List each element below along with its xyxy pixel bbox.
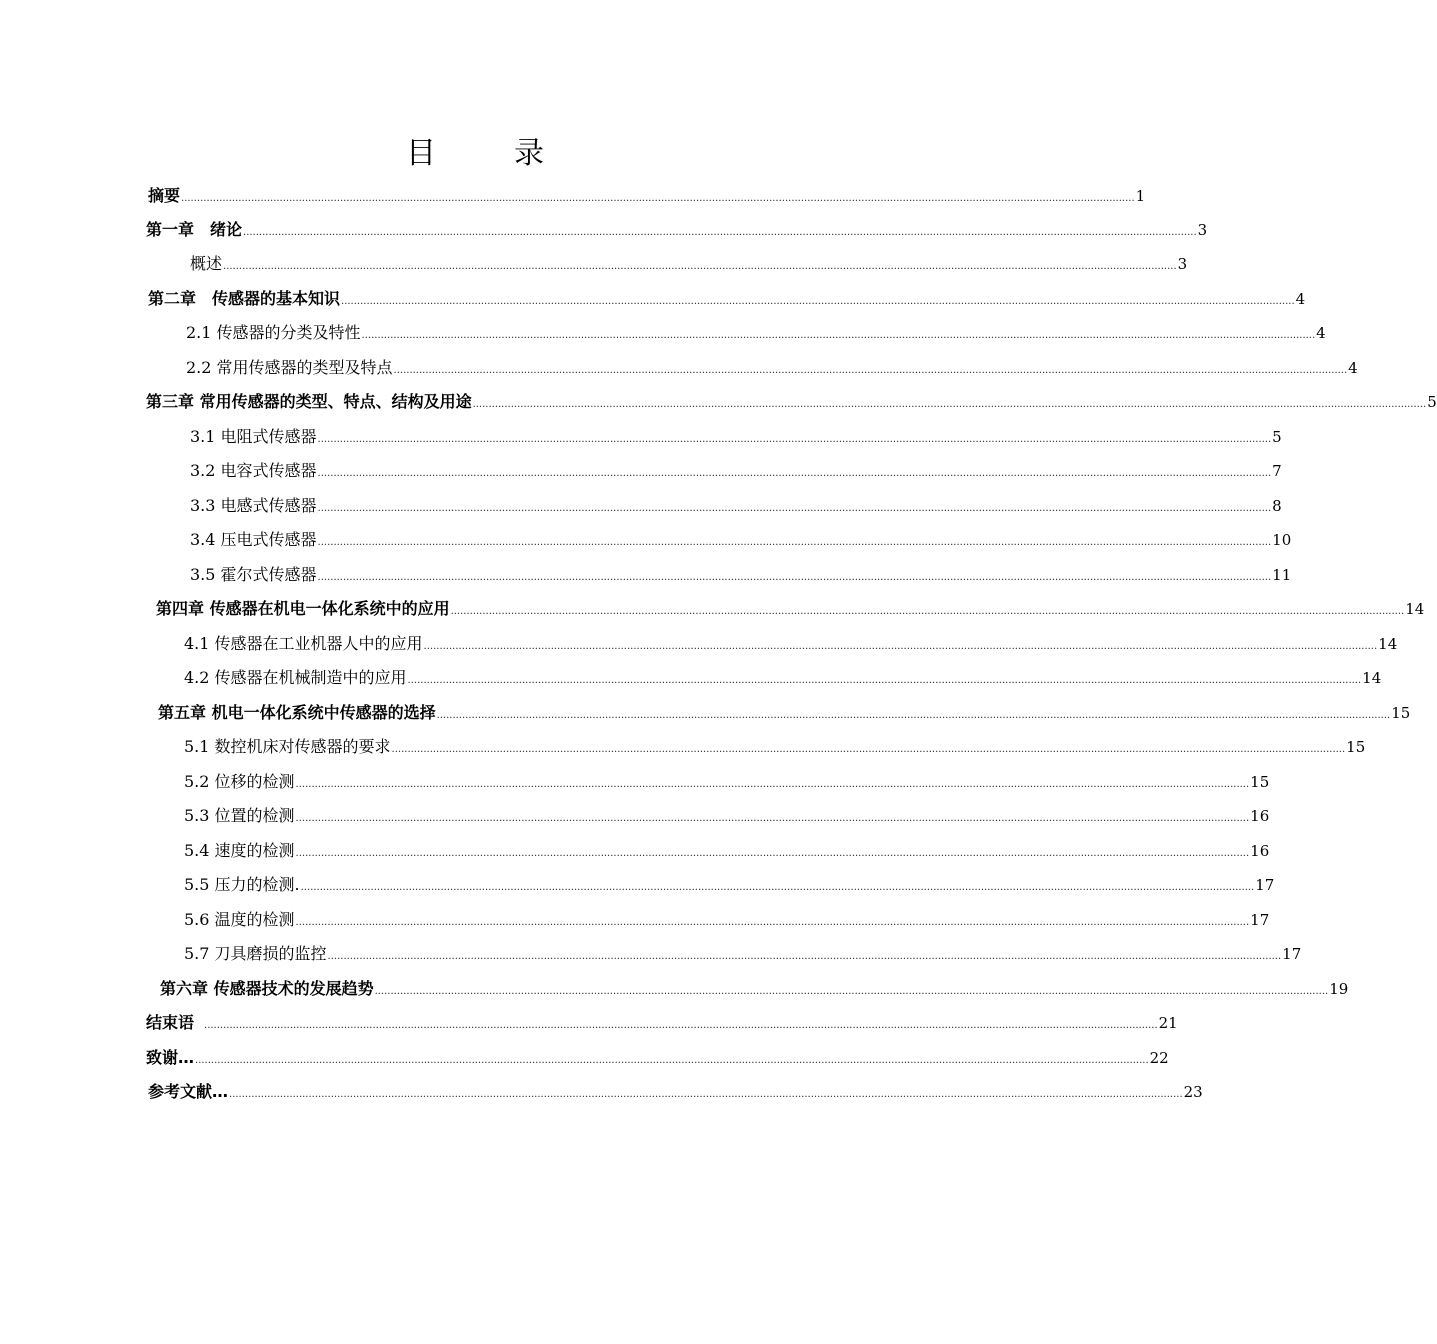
toc-entry-page: 3 <box>1197 221 1208 239</box>
toc-entry-chapter-1[interactable] <box>146 215 1208 245</box>
toc-entry-chapter-6[interactable] <box>160 974 1349 1004</box>
toc-entry-label: 3.5 霍尔式传感器 <box>190 565 317 584</box>
dot-leader: ............................................................................................................................................................................................................................................................................................................ <box>181 193 1135 204</box>
toc-entry-label: 参考文献… <box>148 1082 229 1101</box>
dot-leader: ............................................................................................................................................................................................................................................................................................................ <box>300 882 1255 893</box>
toc-entry-label: 5.7 刀具磨损的监控 <box>184 944 327 963</box>
toc-entry-page: 1 <box>1135 187 1146 205</box>
toc-entry-4-1[interactable] <box>184 629 1398 659</box>
toc-entry-page: 11 <box>1272 566 1292 584</box>
toc-entry-label: 3.3 电感式传感器 <box>190 496 317 515</box>
toc-entry-page: 21 <box>1158 1014 1178 1032</box>
toc-entry-page: 15 <box>1250 773 1270 791</box>
toc-entry-3-2[interactable] <box>190 456 1282 486</box>
toc-entry-abstract[interactable] <box>148 181 1146 211</box>
toc-entry-page: 16 <box>1250 842 1270 860</box>
toc-entry-label: 4.1 传感器在工业机器人中的应用 <box>184 634 423 653</box>
toc-entry-page: 19 <box>1329 980 1349 998</box>
toc-entry-page: 14 <box>1378 635 1398 653</box>
dot-leader: ............................................................................................................................................................................................................................................................................................................ <box>317 537 1272 548</box>
dot-leader: ............................................................................................................................................................................................................................................................................................................ <box>317 468 1272 479</box>
dot-leader: ............................................................................................................................................................................................................................................................................................................ <box>229 1089 1183 1100</box>
toc-entry-label: 致谢… <box>146 1048 195 1067</box>
toc-entry-page: 14 <box>1362 669 1382 687</box>
dot-leader: ............................................................................................................................................................................................................................................................................................................ <box>327 951 1282 962</box>
toc-title: 目 录 <box>406 136 568 171</box>
toc-entry-label: 第五章 机电一体化系统中传感器的选择 <box>158 703 436 722</box>
toc-entry-label: 3.1 电阻式传感器 <box>190 427 317 446</box>
toc-entry-5-2[interactable] <box>184 767 1270 797</box>
dot-leader: ............................................................................................................................................................................................................................................................................................................ <box>393 365 1348 376</box>
dot-leader: ............................................................................................................................................................................................................................................................................................................ <box>317 572 1272 583</box>
dot-leader: ............................................................................................................................................................................................................................................................................................................ <box>391 744 1346 755</box>
toc-entry-5-7[interactable] <box>184 939 1302 969</box>
dot-leader: ............................................................................................................................................................................................................................................................................................................ <box>361 330 1316 341</box>
toc-entry-3-5[interactable] <box>190 560 1292 590</box>
toc-entry-page: 3 <box>1177 255 1188 273</box>
toc-entry-chapter-2[interactable] <box>148 284 1306 314</box>
toc-entry-page: 4 <box>1316 324 1326 342</box>
toc-entry-label: 5.3 位置的检测 <box>184 806 295 825</box>
toc-entry-chapter-5[interactable] <box>158 698 1411 728</box>
toc-entry-page: 5 <box>1427 393 1437 411</box>
toc-entry-label: 概述 <box>190 254 223 273</box>
dot-leader: ............................................................................................................................................................................................................................................................................................................ <box>374 986 1329 997</box>
toc-entry-chapter-3[interactable] <box>146 387 1437 417</box>
toc-entry-label: 摘要 <box>148 186 181 205</box>
toc-entry-page: 7 <box>1272 462 1282 480</box>
toc-entry-page: 17 <box>1282 945 1302 963</box>
toc-entry-acknowledgements[interactable] <box>146 1043 1169 1073</box>
toc-entry-label: 第六章 传感器技术的发展趋势 <box>160 979 374 998</box>
toc-entry-5-5[interactable] <box>184 870 1275 900</box>
toc-entry-label: 3.4 压电式传感器 <box>190 530 317 549</box>
toc-entry-4-2[interactable] <box>184 663 1382 693</box>
toc-entry-5-4[interactable] <box>184 836 1270 866</box>
toc-entry-page: 4 <box>1295 290 1306 308</box>
toc-entry-label: 3.2 电容式传感器 <box>190 461 317 480</box>
toc-entry-label: 5.6 温度的检测 <box>184 910 295 929</box>
toc-entry-chapter-4[interactable] <box>156 594 1425 624</box>
toc-entry-2-1[interactable] <box>186 318 1326 348</box>
toc-entry-page: 15 <box>1391 704 1411 722</box>
toc-entry-label: 5.1 数控机床对传感器的要求 <box>184 737 391 756</box>
dot-leader: ............................................................................................................................................................................................................................................................................................................ <box>407 675 1362 686</box>
toc-entry-label: 第三章 常用传感器的类型、特点、结构及用途 <box>146 392 472 411</box>
toc-entry-3-1[interactable] <box>190 422 1282 452</box>
dot-leader: ............................................................................................................................................................................................................................................................................................................ <box>295 813 1250 824</box>
toc-entry-label: 第二章 传感器的基本知识 <box>148 289 341 308</box>
dot-leader: ............................................................................................................................................................................................................................................................................................................ <box>195 1055 1149 1066</box>
dot-leader: ............................................................................................................................................................................................................................................................................................................ <box>223 261 1177 272</box>
toc-entry-page: 16 <box>1250 807 1270 825</box>
toc-entry-label: 5.2 位移的检测 <box>184 772 295 791</box>
toc-entry-label: 5.4 速度的检测 <box>184 841 295 860</box>
toc-entry-label: 第一章 绪论 <box>146 220 243 239</box>
toc-entry-label: 5.5 压力的检测. <box>184 875 300 894</box>
toc-entry-2-2[interactable] <box>186 353 1358 383</box>
toc-entry-5-3[interactable] <box>184 801 1270 831</box>
toc-entry-3-3[interactable] <box>190 491 1282 521</box>
dot-leader: ............................................................................................................................................................................................................................................................................................................ <box>472 399 1427 410</box>
toc-entry-5-6[interactable] <box>184 905 1270 935</box>
toc-entry-page: 4 <box>1348 359 1358 377</box>
toc-entry-page: 17 <box>1250 911 1270 929</box>
toc-entry-references[interactable] <box>148 1077 1203 1107</box>
toc-entry-3-4[interactable] <box>190 525 1292 555</box>
dot-leader: ............................................................................................................................................................................................................................................................................................................ <box>295 779 1250 790</box>
toc-entry-label: 结束语 <box>146 1013 195 1032</box>
toc-entry-page: 23 <box>1183 1083 1203 1101</box>
dot-leader: ............................................................................................................................................................................................................................................................................................................ <box>317 503 1272 514</box>
toc-entry-page: 10 <box>1272 531 1292 549</box>
dot-leader: ............................................................................................................................................................................................................................................................................................................ <box>423 641 1378 652</box>
dot-leader: ............................................................................................................................................................................................................................................................................................................ <box>295 917 1250 928</box>
toc-entry-page: 14 <box>1405 600 1425 618</box>
toc-entry-overview[interactable] <box>190 249 1188 279</box>
dot-leader: ............................................................................................................................................................................................................................................................................................................ <box>450 606 1405 617</box>
dot-leader: ............................................................................................................................................................................................................................................................................................................ <box>341 296 1295 307</box>
toc-entry-label: 4.2 传感器在机械制造中的应用 <box>184 668 407 687</box>
toc-entry-page: 5 <box>1272 428 1282 446</box>
dot-leader: ............................................................................................................................................................................................................................................................................................................ <box>204 1020 1158 1031</box>
toc-entry-page: 8 <box>1272 497 1282 515</box>
toc-entry-label: 2.1 传感器的分类及特性 <box>186 323 361 342</box>
toc-entry-label: 第四章 传感器在机电一体化系统中的应用 <box>156 599 450 618</box>
toc-entry-page: 15 <box>1346 738 1366 756</box>
toc-entry-conclusion[interactable] <box>146 1008 1178 1038</box>
dot-leader: ............................................................................................................................................................................................................................................................................................................ <box>243 227 1197 238</box>
dot-leader: ............................................................................................................................................................................................................................................................................................................ <box>436 710 1391 721</box>
dot-leader: ............................................................................................................................................................................................................................................................................................................ <box>317 434 1272 445</box>
toc-entry-5-1[interactable] <box>184 732 1366 762</box>
dot-leader: ............................................................................................................................................................................................................................................................................................................ <box>295 848 1250 859</box>
toc-entry-page: 22 <box>1149 1049 1169 1067</box>
toc-entry-label: 2.2 常用传感器的类型及特点 <box>186 358 393 377</box>
toc-entry-page: 17 <box>1255 876 1275 894</box>
